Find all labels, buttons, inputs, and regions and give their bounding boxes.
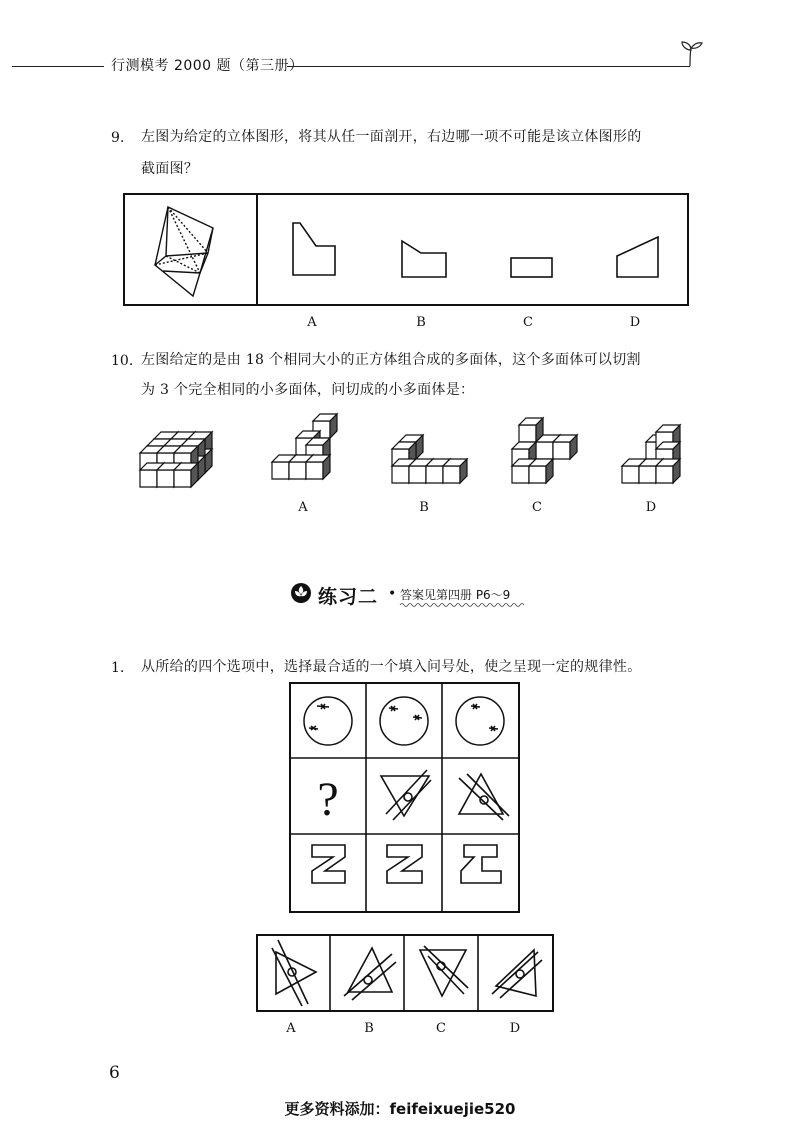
q9-option-c-label: C <box>523 315 533 330</box>
q9-option-a-label: A <box>307 315 317 330</box>
q1-row3-figures <box>312 845 501 883</box>
page-number: 6 <box>109 1063 120 1083</box>
cube-front-face <box>409 466 426 483</box>
section-answer-ref: 答案见第四册 P6～9 <box>400 588 511 602</box>
q9-option-b-label: B <box>416 315 426 330</box>
q9-option-d-label: D <box>629 315 641 330</box>
section-bullet: • <box>388 586 397 602</box>
q9-text-line2: 截面图？ <box>141 161 199 177</box>
q1-option-d-shape <box>492 950 542 998</box>
section-title: 练习二 <box>318 586 379 608</box>
cube-front-face <box>443 466 460 483</box>
q10-option-a-cubes <box>272 414 337 479</box>
q1-question-mark: ? <box>317 773 339 826</box>
q1-option-b-shape <box>344 948 396 1000</box>
q1-option-a-label: A <box>286 1021 296 1036</box>
q10-text-line2: 为 3 个完全相同的小多面体，问切成的小多面体是： <box>141 382 475 398</box>
q10-cube-figures <box>0 0 800 520</box>
cube-front-face <box>536 442 553 459</box>
q9-number: 9. <box>111 130 125 146</box>
q10-text-line1: 左图给定的是由 18 个相同大小的正方体组合成的多面体，这个多面体可以切割 <box>141 352 641 368</box>
q1-option-a-shape <box>272 940 316 1006</box>
header-title: 行测模考 2000 题（第三册） <box>111 58 304 74</box>
q1-option-b-label: B <box>364 1021 374 1036</box>
footer-text: 更多资料添加：feifeixuejie520 <box>284 1100 516 1118</box>
q1-text: 从所给的四个选项中，选择最合适的一个填入问号处，使之呈现一定的规律性。 <box>141 659 642 675</box>
q10-option-b-label: B <box>419 500 429 515</box>
cube-front-face <box>519 425 536 442</box>
cube-front-face <box>512 466 529 483</box>
q1-option-d-label: D <box>509 1021 521 1036</box>
cube-front-face <box>639 466 656 483</box>
q1-option-c-label: C <box>436 1021 446 1036</box>
q10-option-c-cubes <box>512 418 577 483</box>
cube-front-face <box>272 462 289 479</box>
q10-number: 10. <box>111 353 134 369</box>
cube-front-face <box>622 466 639 483</box>
section-wavy-underline <box>400 602 524 608</box>
q1-option-c-shape <box>420 946 468 996</box>
cube-front-face <box>157 470 174 487</box>
cube-front-face <box>306 462 323 479</box>
cube-front-face <box>392 466 409 483</box>
cube-front-face <box>553 442 570 459</box>
q1-matrix <box>289 682 521 914</box>
cube-front-face <box>426 466 443 483</box>
cube-front-face <box>656 466 673 483</box>
q10-main-polycube <box>140 432 212 487</box>
cube-front-face <box>174 470 191 487</box>
cube-front-face <box>529 466 546 483</box>
flower-icon <box>290 582 312 604</box>
q1-number: 1. <box>111 660 125 676</box>
q1-row1-figures <box>304 697 504 745</box>
q10-option-d-label: D <box>645 500 657 515</box>
q1-options-panel <box>256 934 554 1014</box>
q10-option-a-label: A <box>298 500 308 515</box>
cube-front-face <box>289 462 306 479</box>
q9-text-line1: 左图为给定的立体图形，将其从任一面剖开，右边哪一项不可能是该立体图形的 <box>141 129 642 145</box>
q10-option-d-cubes <box>622 425 680 483</box>
q10-option-c-label: C <box>532 500 542 515</box>
q10-option-b-cubes <box>392 435 467 483</box>
q1-row2-figures <box>381 770 509 820</box>
cube-front-face <box>140 470 157 487</box>
